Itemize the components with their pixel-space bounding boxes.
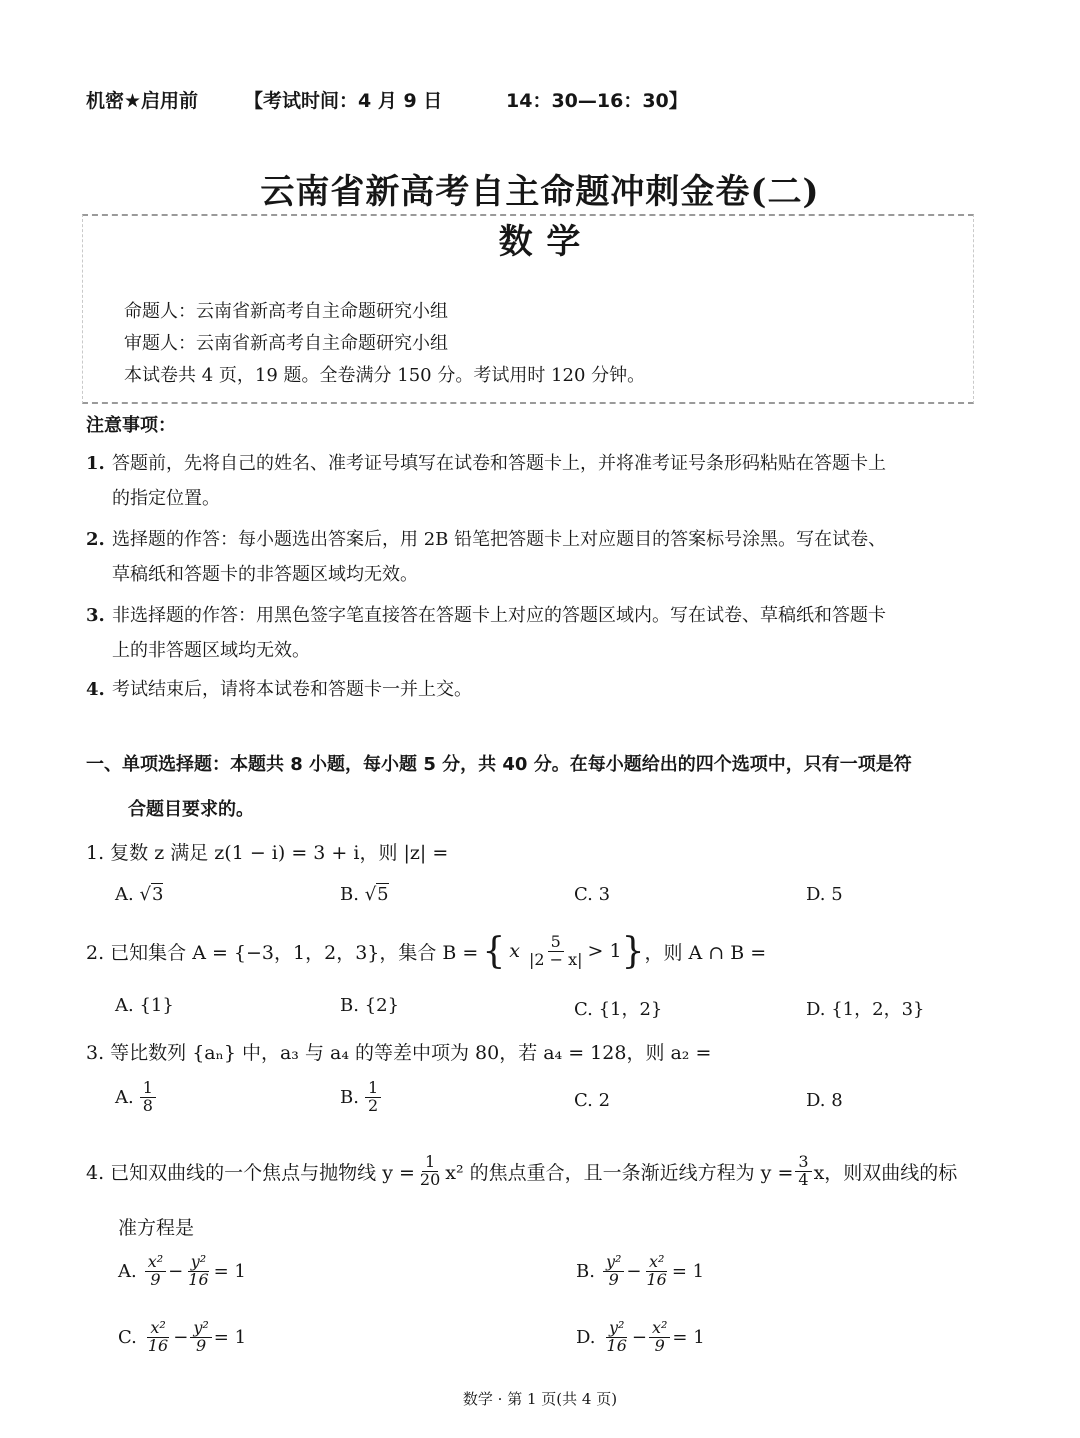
question-2-option-d: D. {1，2，3} xyxy=(806,999,925,1020)
option-b-label: B. xyxy=(340,1086,359,1108)
option-d-label: D. xyxy=(576,1326,596,1348)
frac-denominator: 20 xyxy=(419,1169,441,1189)
question-3-option-c: C. 2 xyxy=(574,1090,611,1111)
radicand: 3 xyxy=(151,884,164,905)
q4-stem-mid: x² 的焦点重合，且一条渐近线方程为 y = xyxy=(445,1161,794,1184)
equals-one: = 1 xyxy=(213,1326,247,1348)
option-c-label: C. xyxy=(118,1326,137,1348)
frac-denominator: 16 xyxy=(606,1335,627,1355)
section1-heading-cont: 合题目要求的。 xyxy=(128,799,254,820)
minus-sign: − xyxy=(626,1260,642,1282)
sqrt-5: √5 xyxy=(364,884,389,905)
q2-fraction xyxy=(526,931,586,969)
question-4-option-a xyxy=(118,1254,246,1289)
frac-numerator: 1 xyxy=(422,1154,438,1172)
setter-line: 命题人：云南省新高考自主命题研究小组 xyxy=(124,301,448,322)
frac-denominator: 2 xyxy=(367,1095,379,1115)
notice-2-number: 2. xyxy=(86,529,105,550)
subject-title: 数 学 xyxy=(498,222,582,262)
right-brace: } xyxy=(621,930,645,972)
question-4-option-c xyxy=(118,1320,246,1355)
paper-info-line: 本试卷共 4 页，19 题。全卷满分 150 分。考试用时 120 分钟。 xyxy=(124,365,646,386)
q4-stem-pre: 4. 已知双曲线的一个焦点与抛物线 y = xyxy=(86,1161,415,1184)
frac-numerator: x² xyxy=(649,1320,670,1338)
equals-one: = 1 xyxy=(672,1326,705,1348)
notice-heading: 注意事项： xyxy=(86,415,176,436)
set-condition: > 1 xyxy=(587,940,622,962)
question-3-option-d: D. 8 xyxy=(806,1090,843,1111)
frac-denominator: 9 xyxy=(195,1335,207,1355)
fraction-1-8 xyxy=(140,1080,156,1115)
reviewer-line: 审题人：云南省新高考自主命题研究小组 xyxy=(124,333,448,354)
q4-stem-post: x，则双曲线的标 xyxy=(813,1161,958,1184)
fraction-y2-16 xyxy=(185,1254,211,1289)
option-a-label: A. xyxy=(115,884,134,905)
left-brace: { xyxy=(482,930,506,972)
frac-denominator: 16 xyxy=(188,1269,209,1289)
question-2-stem xyxy=(86,927,766,975)
question-2-option-b: B. {2} xyxy=(340,995,400,1016)
frac-denominator: 16 xyxy=(646,1269,667,1289)
question-2-option-c: C. {1，2} xyxy=(574,999,663,1020)
question-1-stem: 1. 复数 z 满足 z(1 − i) = 3 + i，则 |z| = xyxy=(86,842,449,864)
frac-numerator: y² xyxy=(188,1254,209,1272)
question-1-option-a xyxy=(115,884,163,905)
frac-numerator: y² xyxy=(606,1320,627,1338)
frac-numerator: y² xyxy=(190,1320,211,1338)
frac-denominator: 9 xyxy=(654,1335,665,1355)
fraction-3-4 xyxy=(795,1151,811,1189)
frac-numerator: y² xyxy=(603,1254,624,1272)
frac-numerator: 5 xyxy=(548,934,564,952)
option-b-label: B. xyxy=(576,1260,595,1282)
q2-stem-post: ，则 A ∩ B = xyxy=(644,941,767,964)
equals-one: = 1 xyxy=(671,1260,705,1282)
fraction-x2-9 xyxy=(649,1320,670,1355)
notice-1-line1: 答题前，先将自己的姓名、准考证号填写在试卷和答题卡上，并将准考证号条形码粘贴在答题卡上 xyxy=(112,453,886,474)
notice-2-line2: 草稿纸和答题卡的非答题区域均无效。 xyxy=(112,564,418,585)
question-4-stem-cont: 准方程是 xyxy=(118,1217,195,1239)
question-1-option-c: C. 3 xyxy=(574,884,611,905)
question-3-stem: 3. 等比数列 {aₙ} 中，a₃ 与 a₄ 的等差中项为 80，若 a₄ = 128，则 a₂ = xyxy=(86,1042,712,1064)
fraction-1-20 xyxy=(417,1151,443,1189)
option-b-label: B. xyxy=(340,884,359,905)
sqrt-3: √3 xyxy=(139,884,164,905)
fraction-y2-16 xyxy=(604,1320,630,1355)
option-a-label: A. xyxy=(118,1260,137,1282)
frac-numerator: x² xyxy=(145,1254,166,1272)
fraction-y2-9 xyxy=(603,1254,624,1289)
fraction-1-2 xyxy=(365,1080,381,1115)
frac-denominator: 16 xyxy=(147,1335,169,1355)
paper-title: 云南省新高考自主命题冲刺金卷(二) xyxy=(260,172,820,212)
question-3-option-a xyxy=(115,1080,158,1115)
exam-date: 【考试时间：4 月 9 日 xyxy=(244,90,443,112)
fraction-x2-16 xyxy=(644,1254,670,1289)
notice-3-line2: 上的非答题区域均无效。 xyxy=(112,640,310,661)
minus-sign: − xyxy=(173,1326,189,1348)
notice-3-line1: 非选择题的作答：用黑色签字笔直接答在答题卡上对应的答题区域内。写在试卷、草稿纸和答题卡 xyxy=(112,605,886,626)
confidential-label: 机密★启用前 xyxy=(86,90,199,112)
question-2-option-a: A. {1} xyxy=(115,995,174,1016)
page-footer: 数学 · 第 1 页(共 4 页) xyxy=(462,1390,618,1408)
notice-4-number: 4. xyxy=(86,679,105,700)
frac-denominator: 4 xyxy=(798,1169,809,1189)
minus-sign: − xyxy=(168,1260,184,1282)
equals-one: = 1 xyxy=(213,1260,246,1282)
option-a-label: A. xyxy=(115,1086,134,1108)
q2-stem-pre: 2. 已知集合 A = {−3，1，2，3}，集合 B = xyxy=(86,941,479,964)
notice-3-number: 3. xyxy=(86,605,105,626)
notice-1-line2: 的指定位置。 xyxy=(112,488,220,509)
notice-2-line1: 选择题的作答：每小题选出答案后，用 2B 铅笔把答题卡上对应题目的答案标号涂黑。写在试卷、 xyxy=(112,529,887,550)
set-variable: x xyxy=(509,940,520,962)
question-4-option-d xyxy=(576,1320,705,1355)
notice-1-number: 1. xyxy=(86,453,105,474)
frac-numerator: 3 xyxy=(795,1154,811,1172)
frac-denominator: 8 xyxy=(142,1095,153,1115)
section1-heading: 一、单项选择题：本题共 8 小题，每小题 5 分，共 40 分。在每小题给出的四个选项中，只有一项是符 xyxy=(86,754,912,775)
frac-denominator: 9 xyxy=(150,1269,161,1289)
question-1-option-b xyxy=(340,884,389,905)
frac-denominator: 9 xyxy=(608,1269,619,1289)
question-4-option-b xyxy=(576,1254,704,1289)
fraction-x2-9 xyxy=(145,1254,166,1289)
frac-numerator: x² xyxy=(646,1254,667,1272)
fraction-y2-9 xyxy=(190,1320,211,1355)
radicand: 5 xyxy=(377,884,389,905)
fraction-x2-16 xyxy=(145,1320,171,1355)
frac-numerator: 1 xyxy=(140,1080,156,1098)
question-3-option-b xyxy=(340,1080,383,1115)
frac-numerator: x² xyxy=(147,1320,168,1338)
question-1-option-d: D. 5 xyxy=(806,884,843,905)
question-4-stem xyxy=(86,1146,957,1196)
minus-sign: − xyxy=(631,1326,647,1348)
notice-4-line1: 考试结束后，请将本试卷和答题卡一并上交。 xyxy=(112,679,472,700)
exam-time-range: 14：30—16：30】 xyxy=(506,90,688,112)
frac-denominator: |2 − x| xyxy=(528,949,583,969)
frac-numerator: 1 xyxy=(365,1080,381,1098)
